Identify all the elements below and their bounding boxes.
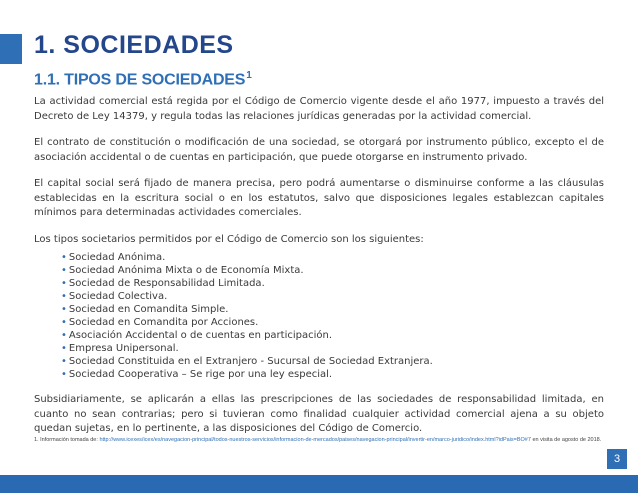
list-item: • Empresa Unipersonal. [61, 343, 179, 354]
bullet-icon: • [61, 369, 67, 380]
list-item: • Sociedad en Comandita por Acciones. [61, 317, 259, 328]
list-item: • Asociación Accidental o de cuentas en participación. [61, 330, 333, 341]
footnote [34, 436, 604, 445]
society-types-list [34, 251, 604, 381]
footnote-ref: 1 [246, 70, 252, 81]
list-item: • Sociedad Anónima. [61, 252, 166, 263]
bullet-icon: • [61, 317, 67, 328]
list-item: • Sociedad en Comandita Simple. [61, 304, 229, 315]
footer-band [0, 475, 638, 493]
list-item: • Sociedad Constituida en el Extranjero - Sucursal de Sociedad Extranjera. [61, 356, 433, 367]
page-number: 3 [607, 449, 627, 469]
bullet-icon: • [61, 291, 67, 302]
footnote-suffix: en visita de agosto de 2018. [530, 437, 602, 443]
paragraph: El capital social será fijado de manera precisa, pero podrá aumentarse o disminuirse conforme a las cláusulas establecidas en la escritura social o en los estatutos, salvo que disposiciones legales establezcan capitales mínimos para determinadas actividades comerciales. [34, 178, 604, 218]
section-subtitle [34, 70, 252, 89]
bullet-icon: • [61, 304, 67, 315]
bullet-icon: • [61, 265, 67, 276]
paragraph: El contrato de constitución o modificación de una sociedad, se otorgará por instrumento público, excepto el de asociación accidental o de cuentas en participación, que puede otorgarse en instrumento privado. [34, 137, 604, 163]
body-content [34, 95, 604, 449]
title-accent-bar [0, 34, 22, 64]
footnote-link[interactable]: http://www.icexes/icex/es/navegacion-principal/todos-nuestros-servicios/informacion-de-mercados/paises/navegacion-principal/invertir-en/marco-juridico/index.html?idPais=BO#7 [99, 437, 531, 443]
paragraph: La actividad comercial está regida por el Código de Comercio vigente desde el año 1977, impuesto a través del Decreto de Ley 14379, y regula todas las relaciones jurídicas generadas por la actividad comercial. [34, 96, 604, 122]
list-item: • Sociedad de Responsabilidad Limitada. [61, 278, 265, 289]
paragraph: Los tipos societarios permitidos por el Código de Comercio son los siguientes: [34, 233, 424, 245]
footnote-prefix: 1. Información tomada de: [34, 437, 100, 443]
list-item: • Sociedad Cooperativa – Se rige por una ley especial. [61, 369, 333, 380]
bullet-icon: • [61, 278, 67, 289]
paragraph: Subsidiariamente, se aplicarán a ellas las prescripciones de las sociedades de responsabilidad limitada, en cuanto no sean contrarias; pero si tuvieran como finalidad cualquier actividad comercial ajena a su objeto quedan sujetas, en lo pertinente, a las disposiciones del Código de Comercio. [34, 394, 604, 434]
bullet-icon: • [61, 330, 67, 341]
section-subtitle-text: 1.1. TIPOS DE SOCIEDADES [34, 71, 246, 89]
bullet-icon: • [61, 356, 67, 367]
list-item: • Sociedad Colectiva. [61, 291, 168, 302]
page-title: 1. SOCIEDADES [34, 31, 234, 59]
bullet-icon: • [61, 343, 67, 354]
list-item: • Sociedad Anónima Mixta o de Economía Mixta. [61, 265, 304, 276]
bullet-icon: • [61, 252, 67, 263]
